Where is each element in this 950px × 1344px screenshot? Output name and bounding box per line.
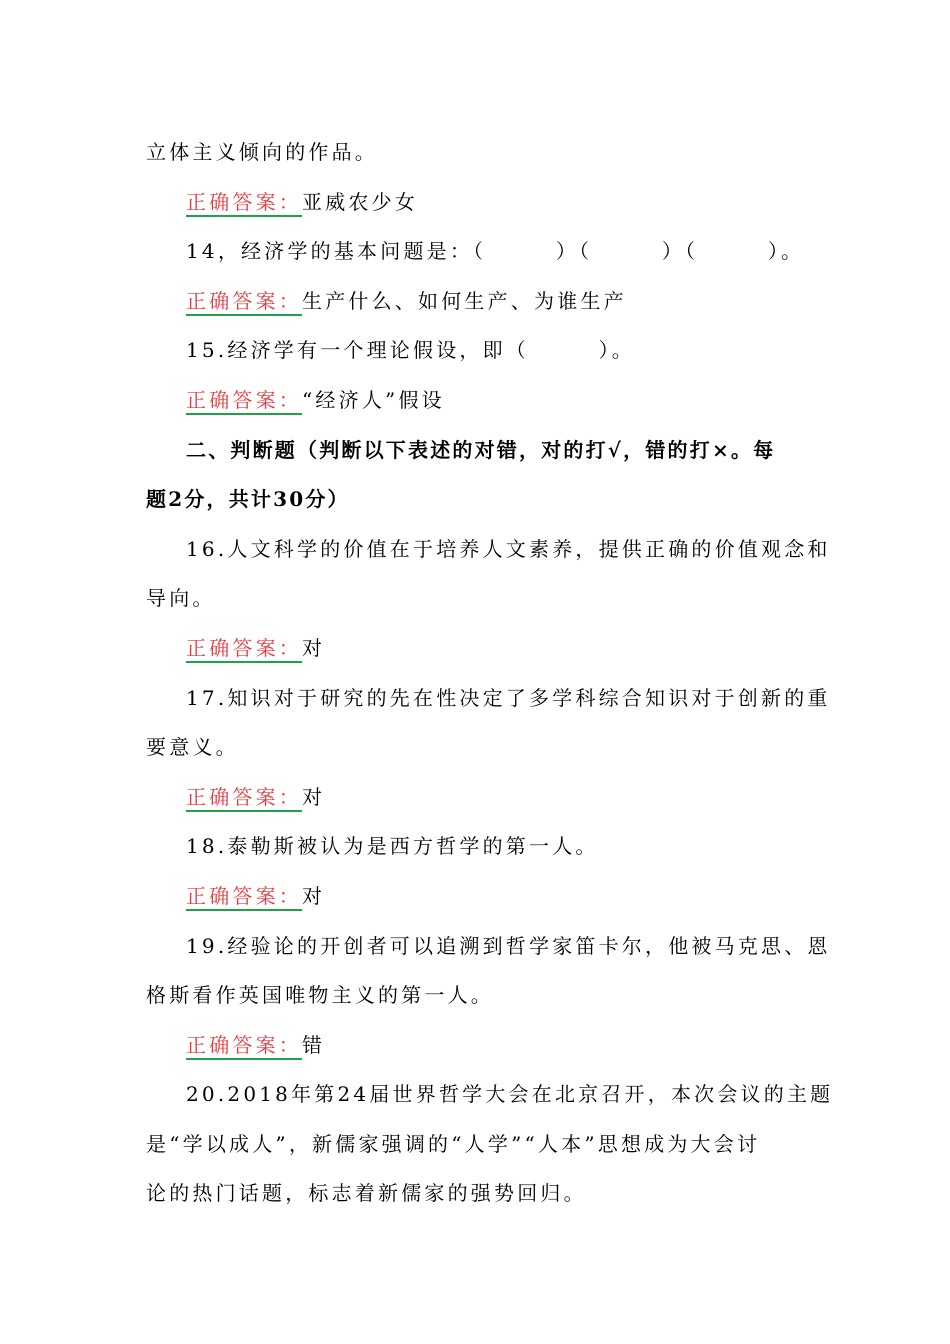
- answer-label: 正确答案：: [186, 190, 302, 217]
- section-2-heading-line-2: 题2分，共计30分）: [146, 487, 350, 512]
- question-16-line-2: 导向。: [146, 586, 216, 611]
- question-20-line-1: 20.2018年第24届世界哲学大会在北京召开，本次会议的主题: [186, 1082, 834, 1107]
- answer-label: 正确答案：: [186, 785, 302, 812]
- question-20-line-3: 论的热门话题，标志着新儒家的强势回归。: [146, 1181, 587, 1206]
- question-20-line-2: 是“学以成人”，新儒家强调的“人学”“人本”思想成为大会讨: [146, 1131, 761, 1156]
- answer-text: 对: [302, 784, 326, 809]
- answer-label: 正确答案：: [186, 884, 302, 911]
- section-2-heading-line-1: 二、判断题（判断以下表述的对错，对的打√，错的打×。每: [186, 437, 776, 462]
- document-body: [146, 128, 834, 1219]
- question-14: 14，经济学的基本问题是：（ ）（ ）（ ）。: [186, 239, 805, 264]
- answer-19: [146, 1021, 806, 1071]
- answer-16: [146, 624, 806, 674]
- question-16-line-1: 16.人文科学的价值在于培养人文素养，提供正确的价值观念和: [186, 536, 831, 561]
- answer-15: [146, 376, 806, 426]
- answer-18: [146, 872, 806, 922]
- answer-label: 正确答案：: [186, 289, 302, 316]
- answer-text: 亚威农少女: [302, 189, 418, 214]
- question-13-continuation: 立体主义倾向的作品。: [146, 140, 378, 164]
- question-18: 18.泰勒斯被认为是西方哲学的第一人。: [186, 834, 599, 859]
- answer-label: 正确答案：: [186, 388, 302, 415]
- question-15: 15.经济学有一个理论假设，即（ ）。: [186, 338, 636, 363]
- answer-label: 正确答案：: [186, 1033, 302, 1060]
- answer-text: 对: [302, 635, 326, 660]
- question-19-line-2: 格斯看作英国唯物主义的第一人。: [146, 983, 494, 1008]
- question-17-line-1: 17.知识对于研究的先在性决定了多学科综合知识对于创新的重: [186, 685, 831, 710]
- question-17-line-2: 要意义。: [146, 735, 239, 760]
- answer-text: 对: [302, 883, 326, 908]
- question-19-line-1: 19.经验论的开创者可以追溯到哲学家笛卡尔，他被马克思、恩: [186, 933, 831, 958]
- answer-13: [146, 178, 806, 228]
- answer-14: [146, 277, 806, 327]
- answer-17: [146, 773, 806, 823]
- answer-text: 错: [302, 1032, 326, 1057]
- answer-label: 正确答案：: [186, 636, 302, 663]
- answer-text: “经济人”假设: [302, 387, 445, 412]
- answer-text: 生产什么、如何生产、为谁生产: [302, 288, 627, 313]
